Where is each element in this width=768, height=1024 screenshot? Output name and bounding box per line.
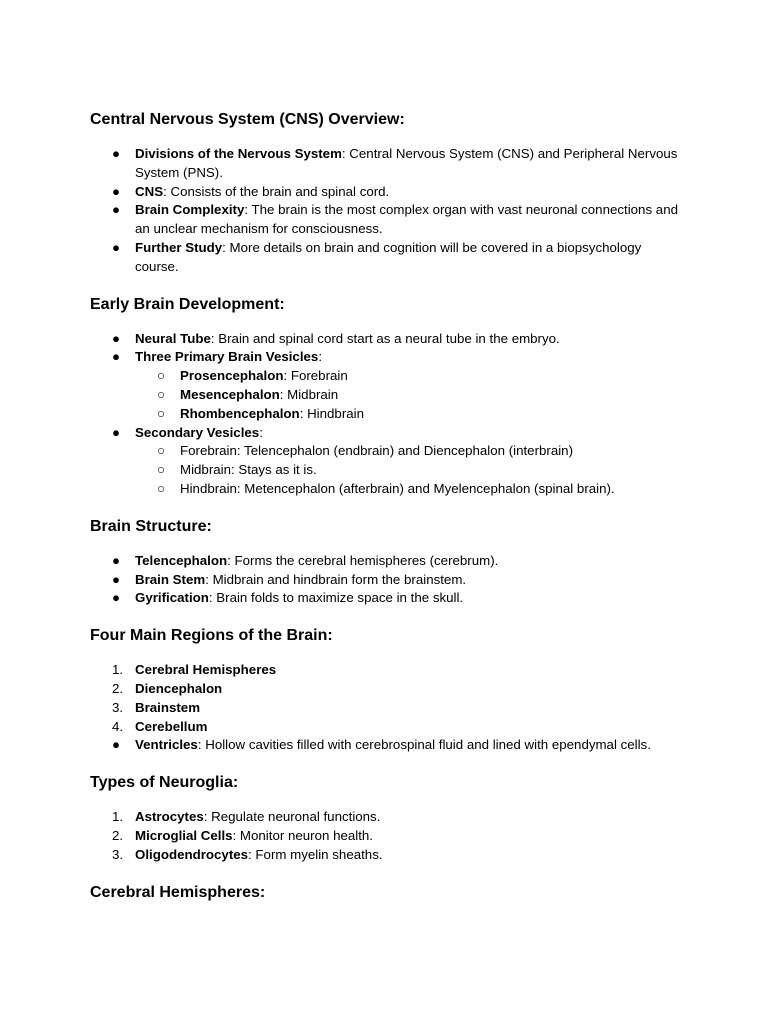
term: Further Study [135,239,223,255]
description: : Forebrain [283,368,348,384]
term: Neural Tube [135,330,211,346]
term: Gyrification [135,590,209,606]
term: Divisions of the Nervous System [135,146,342,161]
list-number: 1. [112,809,124,825]
list-item [90,718,678,737]
sub-list-item [135,442,678,461]
description: : Monitor neuron health. [232,827,373,843]
list-item [90,330,678,349]
description: : Hindbrain [299,405,364,421]
term: Brain Stem [135,571,206,587]
bullet-icon: ● [112,239,121,255]
term: Rhombencephalon [180,405,300,421]
bullet-list [90,552,678,608]
list-item [90,183,678,202]
hollow-bullet-icon: ○ [157,480,166,496]
bullet-list [90,145,678,277]
list-number: 1. [112,662,124,678]
description: : Midbrain [279,386,339,402]
bullet-icon: ● [112,590,121,606]
section-types-of-neuroglia [90,773,678,864]
description: Forebrain: Telencephalon (endbrain) and Diencephalon (interbrain) [180,443,573,459]
section-heading: Four Main Regions of the Brain: [90,627,333,645]
term: Telencephalon [135,552,228,568]
term: Mesencephalon [180,386,280,402]
list-item [90,348,678,423]
list-item [90,661,678,680]
list-item [90,424,678,499]
hollow-bullet-icon: ○ [157,443,166,459]
hollow-bullet-icon: ○ [157,462,166,478]
term: Secondary Vesicles [135,424,260,440]
description: : Brain folds to maximize space in the skull. [208,590,464,606]
list-number: 3. [112,846,124,862]
hollow-bullet-icon: ○ [157,386,166,402]
description: : Forms the cerebral hemispheres (cerebrum). [227,552,499,568]
section-heading: Cerebral Hemispheres: [90,883,266,901]
section-heading: Brain Structure: [90,517,212,535]
list-item [90,589,678,608]
description: : [259,424,263,440]
sub-list-item [135,405,678,424]
section-heading: Types of Neuroglia: [90,774,239,792]
sub-list-item [135,367,678,386]
description: Hindbrain: Metencephalon (afterbrain) and Myelencephalon (spinal brain). [180,480,615,496]
section-heading: Early Brain Development: [90,295,285,313]
bullet-icon: ● [112,737,121,753]
list-number: 4. [112,718,124,734]
list-item [90,201,678,239]
sub-list [135,367,678,423]
bullet-icon: ● [112,424,121,440]
list-item [90,552,678,571]
numbered-list [90,661,678,755]
section-four-main-regions [90,626,678,755]
bullet-icon: ● [112,146,121,161]
description: : More details on brain and cognition will be covered in a biopsychology course. [135,239,642,274]
bullet-icon: ● [112,552,121,568]
section-cerebral-hemispheres [90,883,678,903]
term: Astrocytes [135,809,204,825]
description: : Midbrain and hindbrain form the brainstem. [205,571,467,587]
description: : Consists of the brain and spinal cord. [163,183,390,199]
sub-list-item [135,461,678,480]
description: : Form myelin sheaths. [248,846,383,862]
term: Brainstem [135,699,201,715]
list-number: 2. [112,680,124,696]
description: Midbrain: Stays as it is. [180,462,317,478]
term: Oligodendrocytes [135,846,249,862]
list-item [90,827,678,846]
hollow-bullet-icon: ○ [157,368,166,384]
hollow-bullet-icon: ○ [157,405,166,421]
bullet-list [90,330,678,499]
term: Prosencephalon [180,368,284,384]
description: : The brain is the most complex organ with vast neuronal connections and an unclear mechanism for consciousness. [135,202,678,237]
list-item [90,571,678,590]
list-item [90,239,678,277]
bullet-icon: ● [112,202,121,218]
term: Ventricles [135,737,198,753]
list-item [90,699,678,718]
section-brain-structure [90,517,678,608]
numbered-list [90,808,678,864]
list-item [90,145,678,183]
term: Microglial Cells [135,827,233,843]
bullet-icon: ● [112,349,121,365]
section-cns-overview [90,110,678,277]
list-item [90,808,678,827]
description: : Regulate neuronal functions. [203,809,381,825]
term: Three Primary Brain Vesicles [135,349,319,365]
term: Brain Complexity [135,202,245,218]
sub-list [135,442,678,498]
bullet-icon: ● [112,571,121,587]
list-item [90,680,678,699]
description: : [318,349,323,365]
term: CNS [135,183,164,199]
bullet-icon: ● [112,183,121,199]
list-item [90,846,678,865]
description: : Central Nervous System (CNS) and Peripheral Nervous System (PNS). [135,146,678,180]
bullet-icon: ● [112,330,121,346]
sub-list-item [135,480,678,499]
description: : Hollow cavities filled with cerebrospinal fluid and lined with ependymal cells. [197,737,651,753]
description: : Brain and spinal cord start as a neural tube in the embryo. [210,330,560,346]
section-early-brain-development [90,295,678,499]
term: Cerebellum [135,718,208,734]
term: Diencephalon [135,680,223,696]
sub-list-item [135,386,678,405]
list-number: 2. [112,827,124,843]
list-item [90,736,678,755]
term: Cerebral Hemispheres [135,662,277,678]
list-number: 3. [112,699,124,715]
section-heading: Central Nervous System (CNS) Overview: [90,111,405,128]
